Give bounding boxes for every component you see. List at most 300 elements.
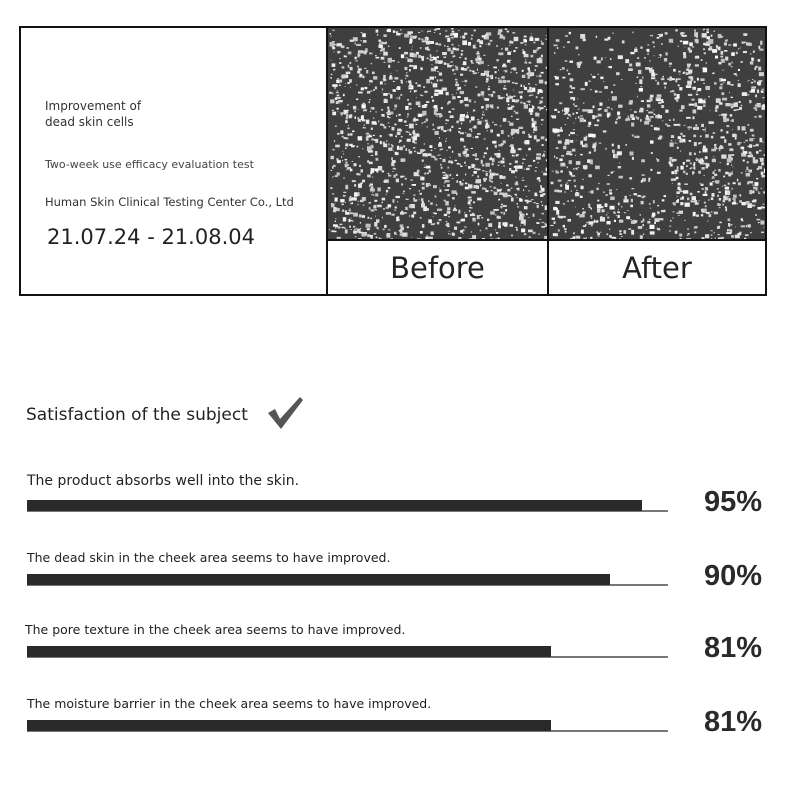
speckle [482, 164, 485, 166]
speckle [435, 115, 437, 116]
after-texture [549, 28, 765, 239]
speckle [383, 229, 385, 231]
speckle [730, 230, 732, 233]
speckle [368, 217, 370, 219]
speckle [562, 67, 565, 69]
speckle [461, 67, 464, 70]
speckle [584, 120, 586, 122]
speckle [490, 211, 495, 214]
speckle [372, 192, 373, 193]
speckle [712, 193, 715, 197]
speckle [393, 151, 394, 152]
speckle [728, 154, 731, 158]
speckle [643, 196, 646, 198]
speckle [491, 190, 493, 191]
speckle [481, 217, 483, 218]
speckle [337, 51, 340, 53]
speckle [758, 80, 762, 82]
speckle [608, 66, 610, 67]
speckle [377, 205, 382, 208]
speckle [406, 131, 409, 133]
speckle [573, 232, 575, 234]
speckle [350, 87, 351, 88]
speckle [463, 151, 467, 154]
speckle [519, 216, 524, 220]
speckle [447, 194, 450, 196]
speckle [705, 187, 708, 190]
speckle [452, 44, 454, 46]
speckle [672, 159, 677, 161]
speckle [738, 69, 740, 71]
speckle [539, 191, 542, 193]
speckle [694, 226, 697, 228]
speckle [730, 120, 731, 121]
speckle [520, 96, 523, 99]
speckle [758, 59, 761, 61]
speckle [689, 152, 692, 155]
speckle [682, 196, 684, 199]
speckle [473, 202, 475, 204]
speckle [671, 140, 673, 141]
speckle [571, 87, 575, 89]
speckle [687, 81, 692, 85]
speckle [455, 84, 459, 86]
speckle [573, 168, 574, 170]
speckle [458, 210, 460, 214]
speckle [609, 235, 612, 238]
speckle [503, 205, 507, 207]
speckle [452, 197, 455, 199]
speckle [747, 43, 751, 46]
speckle [654, 222, 656, 224]
speckle [714, 232, 715, 234]
speckle [461, 140, 463, 141]
speckle [721, 237, 724, 239]
speckle [518, 165, 523, 168]
speckle [741, 147, 745, 150]
speckle [729, 148, 733, 151]
speckle [333, 30, 335, 31]
speckle [345, 212, 349, 215]
speckle [397, 201, 398, 202]
speckle [642, 77, 644, 79]
speckle [417, 238, 421, 239]
speckle [669, 79, 671, 81]
speckle [532, 118, 534, 121]
speckle [610, 197, 615, 201]
speckle [522, 70, 524, 72]
speckle [539, 57, 541, 59]
speckle [401, 33, 402, 34]
speckle [619, 239, 621, 240]
speckle [366, 137, 368, 138]
speckle [357, 204, 359, 205]
speckle [626, 118, 631, 120]
speckle [576, 190, 577, 191]
speckle [613, 171, 614, 172]
speckle [364, 87, 367, 89]
speckle [475, 158, 479, 160]
speckle [427, 31, 428, 32]
speckle [680, 133, 682, 135]
speckle [517, 203, 519, 204]
speckle [530, 72, 534, 76]
speckle [577, 66, 580, 69]
speckle [565, 231, 567, 233]
speckle [630, 152, 634, 156]
speckle [455, 48, 459, 50]
speckle [723, 200, 726, 203]
speckle [722, 98, 727, 101]
speckle [393, 89, 396, 92]
speckle [360, 183, 363, 184]
speckle [597, 200, 599, 202]
speckle [592, 76, 595, 78]
speckle [712, 73, 714, 75]
speckle [411, 126, 412, 128]
speckle [343, 217, 346, 221]
speckle [528, 165, 532, 167]
speckle [371, 209, 375, 211]
speckle [499, 150, 500, 151]
speckle [439, 115, 443, 117]
speckle [451, 61, 452, 62]
speckle [339, 103, 340, 104]
speckle [654, 114, 656, 115]
speckle [407, 139, 411, 142]
speckle [745, 140, 748, 142]
speckle [356, 60, 358, 61]
speckle [437, 209, 442, 211]
speckle [343, 94, 345, 96]
speckle [581, 230, 584, 234]
speckle [564, 191, 565, 193]
speckle [349, 208, 350, 209]
speckle [409, 69, 411, 71]
speckle [362, 119, 365, 121]
speckle [349, 212, 353, 214]
speckle [559, 158, 562, 161]
speckle [742, 150, 744, 152]
speckle [330, 99, 334, 103]
speckle [650, 231, 655, 234]
speckle [528, 217, 529, 218]
speckle [708, 200, 710, 201]
speckle [677, 196, 678, 197]
speckle [735, 137, 737, 139]
speckle [384, 34, 387, 37]
speckle [451, 37, 453, 38]
speckle [330, 77, 332, 79]
speckle [462, 40, 467, 45]
speckle [711, 230, 713, 231]
speckle [762, 89, 765, 90]
speckle [433, 56, 434, 57]
speckle [515, 161, 518, 164]
speckle [632, 32, 633, 34]
speckle [427, 173, 429, 175]
speckle [637, 77, 639, 78]
speckle [649, 60, 651, 61]
speckle [513, 155, 515, 157]
speckle [487, 130, 488, 131]
speckle [582, 208, 584, 209]
speckle [494, 187, 496, 189]
speckle [666, 52, 668, 55]
speckle [403, 191, 405, 193]
speckle [508, 107, 513, 110]
speckle [686, 238, 691, 239]
speckle [516, 227, 518, 228]
speckle [566, 153, 569, 155]
speckle [349, 79, 352, 82]
speckle [677, 212, 679, 214]
speckle [634, 136, 638, 138]
speckle [600, 217, 605, 222]
speckle [743, 34, 745, 36]
speckle [535, 38, 539, 41]
speckle [468, 166, 471, 169]
speckle [753, 51, 755, 53]
speckle [537, 140, 539, 142]
speckle [696, 40, 699, 44]
speckle [363, 103, 366, 104]
speckle [505, 70, 508, 73]
speckle [563, 146, 566, 149]
speckle [588, 174, 592, 177]
speckle [752, 185, 754, 186]
speckle [372, 107, 375, 110]
speckle [708, 48, 712, 50]
speckle [543, 154, 545, 155]
speckle [498, 80, 502, 84]
speckle [739, 107, 742, 110]
speckle [475, 181, 477, 183]
speckle [486, 81, 489, 82]
speckle [755, 95, 757, 98]
speckle [431, 156, 434, 158]
speckle [684, 184, 688, 185]
speckle [688, 47, 691, 50]
speckle [714, 144, 716, 146]
speckle [759, 150, 762, 152]
speckle [529, 190, 530, 192]
speckle [664, 195, 667, 197]
speckle [474, 45, 476, 46]
speckle [736, 52, 738, 55]
speckle [649, 203, 651, 205]
speckle [348, 65, 350, 68]
speckle [340, 199, 344, 202]
speckle [737, 142, 740, 145]
speckle [454, 205, 455, 206]
speckle [693, 116, 695, 117]
speckle [371, 145, 374, 149]
speckle [419, 190, 420, 192]
speckle [460, 166, 463, 168]
speckle [467, 67, 469, 69]
satisfaction-percent: 95% [703, 486, 762, 518]
speckle [599, 143, 602, 144]
speckle [354, 163, 357, 166]
speckle [510, 72, 511, 74]
speckle [383, 208, 384, 210]
speckle [635, 47, 637, 48]
speckle [616, 72, 619, 75]
speckle [456, 92, 457, 93]
speckle [678, 71, 680, 73]
speckle [482, 114, 483, 116]
speckle [712, 181, 714, 182]
speckle [588, 204, 590, 207]
speckle [459, 57, 461, 58]
speckle [352, 180, 356, 182]
speckle [407, 99, 409, 101]
speckle [339, 58, 340, 59]
speckle [566, 182, 567, 184]
speckle [362, 104, 366, 108]
speckle [520, 102, 522, 104]
speckle [748, 224, 751, 227]
speckle [720, 162, 721, 163]
speckle [697, 88, 701, 91]
speckle [697, 90, 698, 91]
speckle [713, 171, 715, 174]
speckle [363, 40, 367, 43]
speckle [511, 68, 513, 69]
speckle [505, 209, 507, 211]
speckle [611, 91, 613, 93]
speckle [489, 158, 492, 160]
speckle [731, 84, 734, 86]
speckle [383, 79, 386, 81]
speckle [595, 166, 600, 170]
speckle [352, 197, 357, 200]
speckle [420, 217, 422, 219]
speckle [758, 166, 762, 169]
speckle [756, 178, 758, 180]
speckle [380, 81, 383, 84]
speckle [444, 62, 447, 64]
speckle [414, 118, 416, 120]
speckle [474, 101, 475, 103]
speckle [387, 233, 391, 238]
speckle [718, 226, 721, 228]
speckle [657, 211, 659, 214]
speckle [611, 108, 612, 109]
speckle [625, 212, 626, 213]
speckle [645, 117, 649, 120]
speckle [712, 177, 715, 179]
speckle [490, 173, 495, 176]
speckle [511, 116, 512, 118]
speckle [585, 224, 587, 226]
speckle [392, 60, 395, 62]
speckle [641, 159, 645, 162]
speckle [447, 207, 450, 210]
speckle [526, 155, 527, 156]
speckle [510, 224, 514, 226]
speckle [398, 219, 400, 221]
speckle [414, 90, 417, 92]
speckle [731, 52, 735, 56]
speckle [439, 73, 442, 76]
speckle [657, 94, 662, 97]
speckle [351, 218, 352, 219]
speckle [357, 71, 360, 74]
test-period: 21.07.24 - 21.08.04 [47, 225, 255, 249]
speckle [577, 135, 578, 136]
speckle [451, 28, 454, 30]
speckle [676, 143, 677, 144]
satisfaction-item-label: The dead skin in the cheek area seems to have improved. [27, 550, 391, 565]
speckle [748, 81, 749, 82]
speckle [610, 206, 615, 210]
speckle [590, 160, 593, 165]
speckle [738, 182, 741, 185]
speckle [693, 167, 695, 170]
speckle [485, 98, 489, 101]
speckle [379, 42, 381, 45]
speckle [563, 203, 565, 204]
speckle [613, 85, 615, 86]
speckle [413, 36, 416, 39]
speckle [454, 208, 456, 210]
speckle [489, 180, 491, 182]
speckle [541, 124, 542, 125]
speckle [599, 103, 602, 106]
speckle [579, 214, 584, 217]
speckle [732, 134, 735, 137]
speckle [618, 105, 622, 108]
speckle [541, 97, 543, 99]
speckle [484, 138, 486, 139]
speckle [400, 176, 403, 178]
speckle [511, 133, 513, 136]
speckle [530, 95, 533, 96]
speckle [439, 79, 442, 81]
speckle [501, 212, 503, 214]
speckle [728, 175, 731, 177]
speckle [520, 42, 523, 44]
speckle [413, 194, 415, 195]
speckle [628, 116, 630, 119]
speckle [514, 37, 519, 41]
speckle [332, 63, 336, 67]
speckle [399, 97, 401, 100]
speckle [584, 137, 588, 141]
speckle [400, 224, 404, 227]
speckle [375, 151, 378, 155]
speckle [694, 127, 699, 130]
speckle [465, 85, 466, 86]
speckle [716, 45, 718, 49]
speckle [445, 123, 447, 124]
speckle [609, 229, 610, 230]
speckle [552, 116, 556, 118]
speckle [513, 67, 516, 70]
speckle [703, 104, 705, 107]
speckle [481, 106, 484, 108]
speckle [436, 113, 442, 115]
speckle [435, 90, 439, 93]
speckle [703, 29, 705, 30]
speckle [652, 213, 656, 217]
speckle [575, 118, 576, 119]
speckle [492, 141, 496, 144]
speckle [703, 68, 707, 73]
speckle [468, 42, 471, 46]
